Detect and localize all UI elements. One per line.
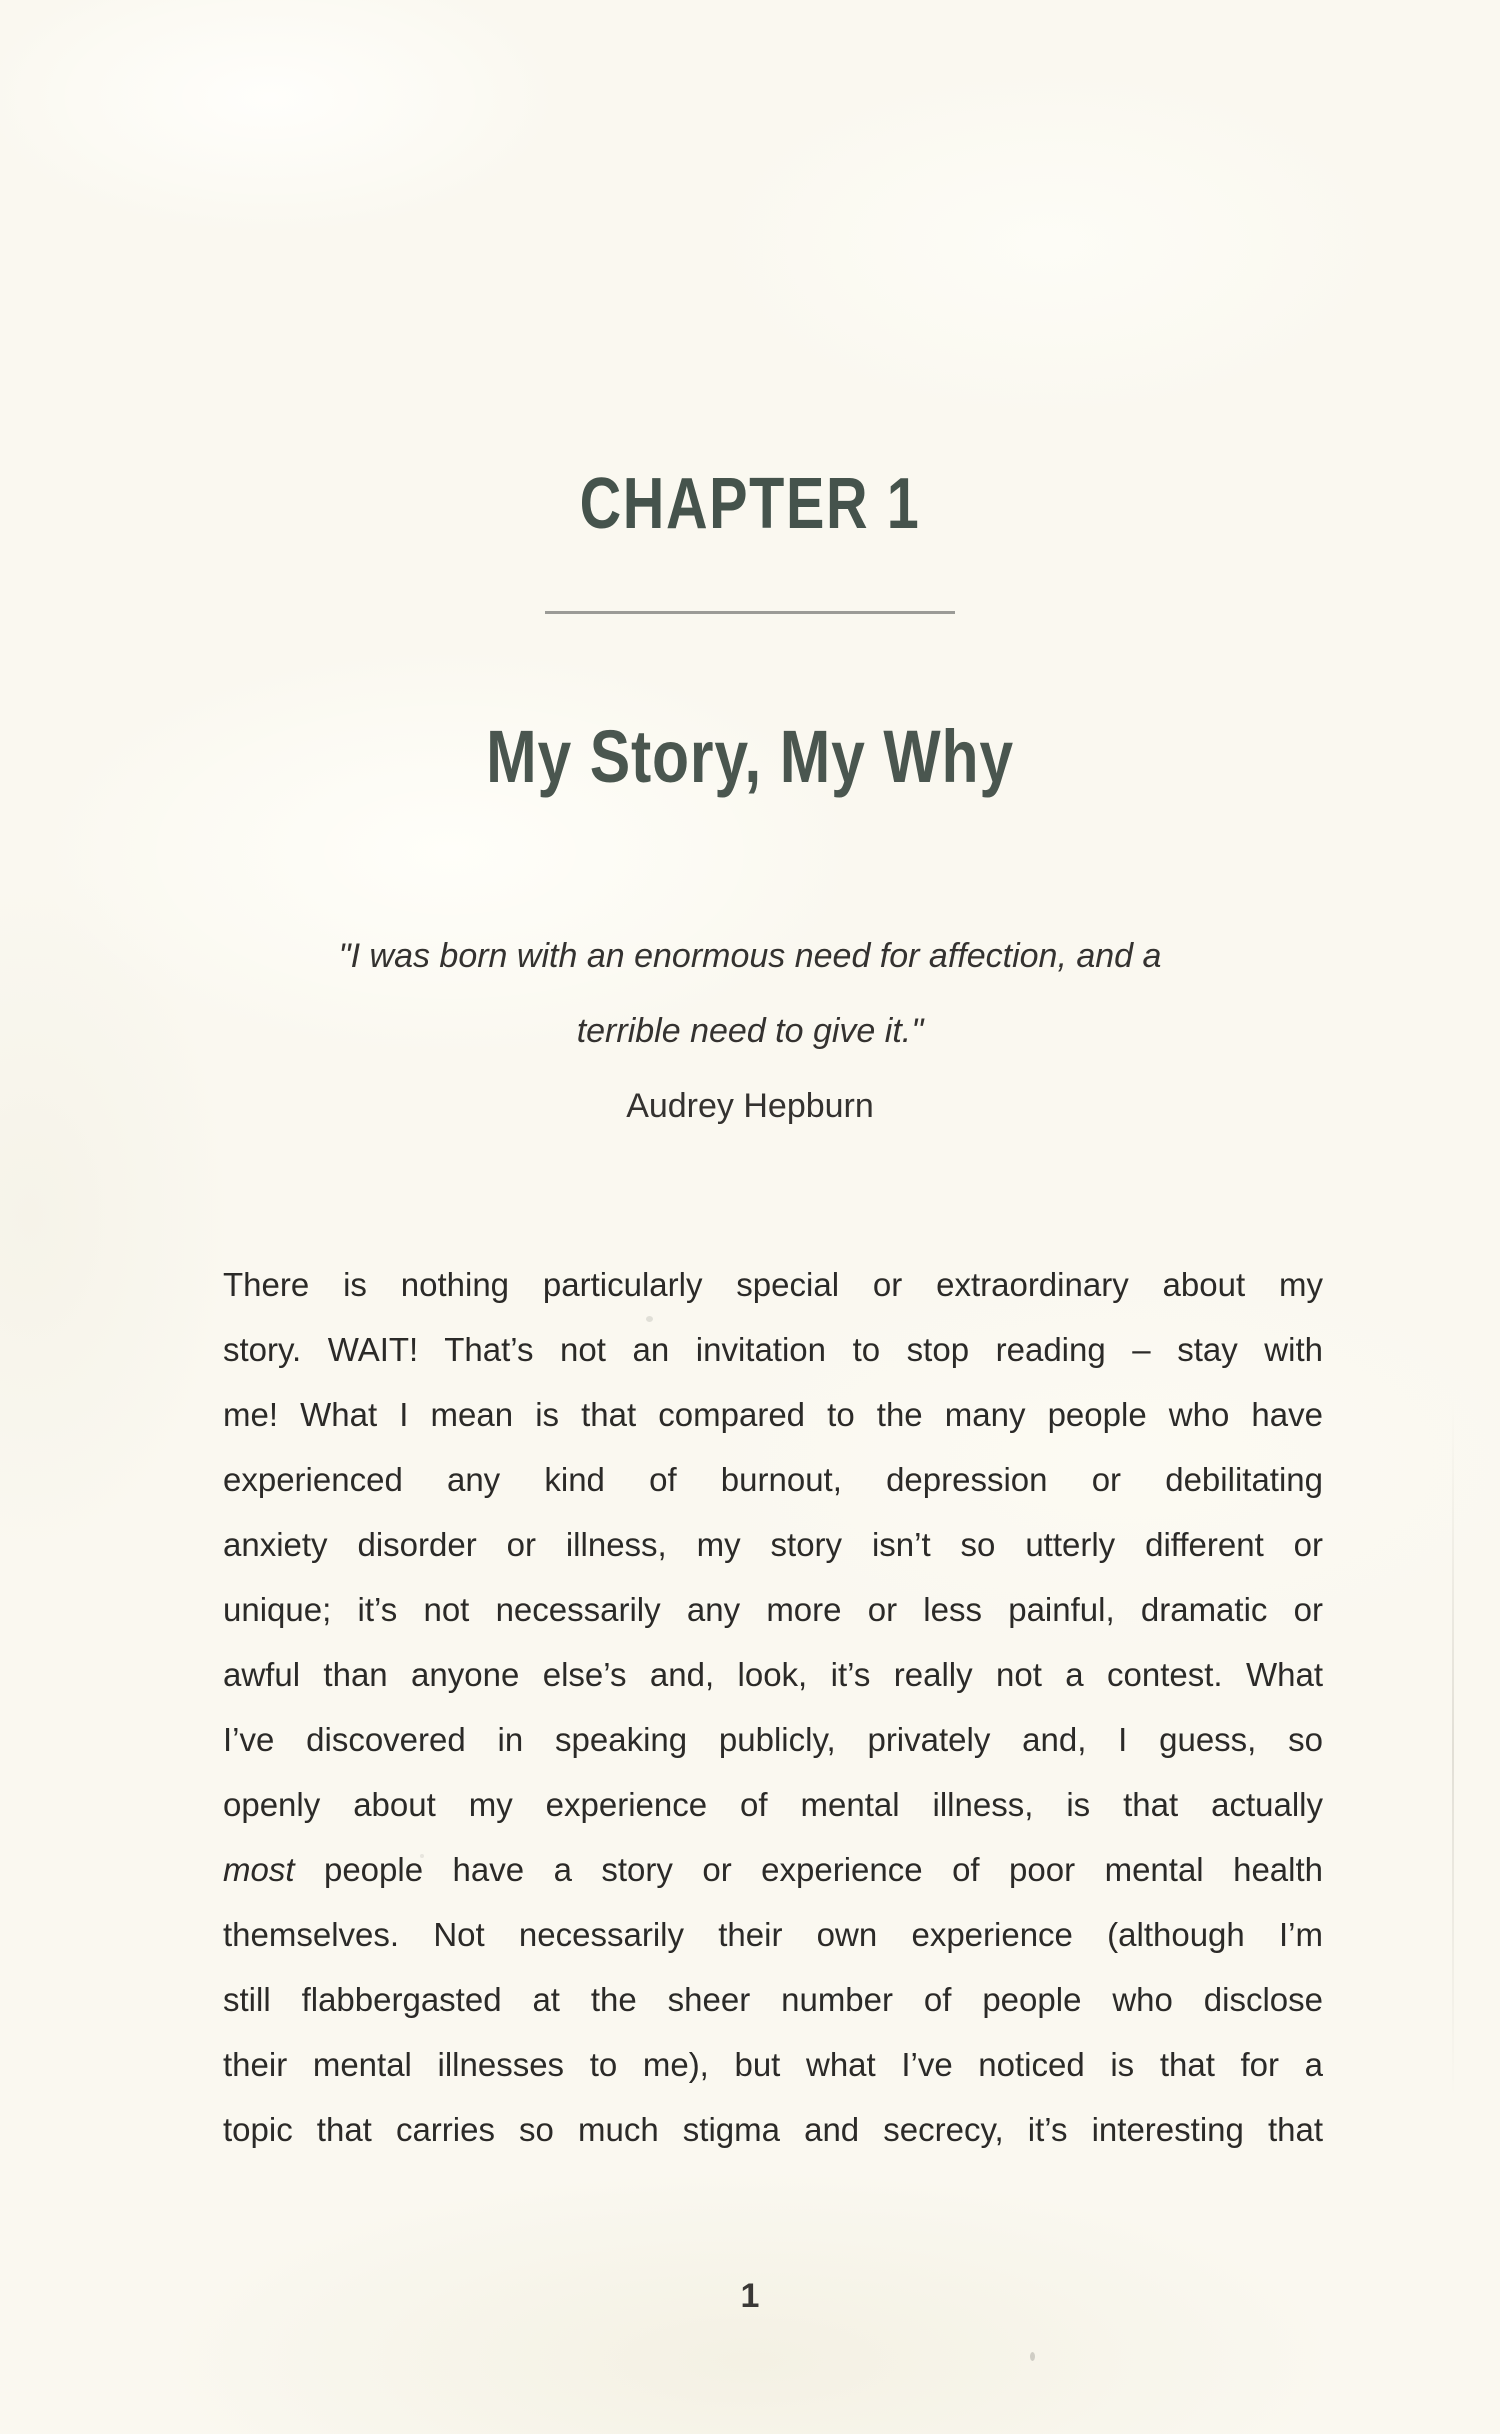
body-line-text: anxiety disorder or illness, my story isn’t so utterly different or bbox=[223, 1526, 1323, 1563]
quote-line-2: terrible need to give it." bbox=[576, 1012, 924, 1050]
page-number: 1 bbox=[740, 2277, 760, 2315]
body-line bbox=[223, 1902, 1323, 1967]
body-line bbox=[223, 1967, 1323, 2032]
body-line bbox=[223, 1837, 1323, 1902]
body-line-text: people have a story or experience of poor mental health bbox=[294, 1851, 1323, 1888]
body-line bbox=[223, 1317, 1323, 1382]
body-line-text: There is nothing particularly special or extraordinary about my bbox=[223, 1266, 1323, 1303]
body-line bbox=[223, 1447, 1323, 1512]
body-line bbox=[223, 1707, 1323, 1772]
body-line-text: their mental illnesses to me), but what I’ve noticed is that for a bbox=[223, 2046, 1323, 2083]
body-line-text: themselves. Not necessarily their own experience (although I’m bbox=[223, 1916, 1323, 1953]
body-line-text: unique; it’s not necessarily any more or less painful, dramatic or bbox=[223, 1591, 1323, 1628]
scan-speck bbox=[420, 1854, 424, 1858]
chapter-label: CHAPTER 1 bbox=[579, 464, 921, 544]
body-line-text: experienced any kind of burnout, depression or debilitating bbox=[223, 1461, 1323, 1498]
body-line bbox=[223, 1512, 1323, 1577]
body-line-text: I’ve discovered in speaking publicly, privately and, I guess, so bbox=[223, 1721, 1323, 1758]
body-line bbox=[223, 2097, 1323, 2162]
body-line bbox=[223, 1772, 1323, 1837]
body-line-italic-word: most bbox=[223, 1851, 295, 1888]
body-line-text: openly about my experience of mental illness, is that actually bbox=[223, 1786, 1323, 1823]
chapter-divider-rule bbox=[545, 611, 955, 614]
body-line-text: me! What I mean is that compared to the many people who have bbox=[223, 1396, 1323, 1433]
body-line-text: awful than anyone else’s and, look, it’s really not a contest. What bbox=[223, 1656, 1323, 1693]
body-paragraph bbox=[223, 1252, 1323, 2162]
body-line-text: story. WAIT! That’s not an invitation to stop reading – stay with bbox=[223, 1331, 1323, 1368]
scan-speck bbox=[1030, 2352, 1035, 2361]
body-line-text: topic that carries so much stigma and secrecy, it’s interesting that bbox=[223, 2111, 1323, 2148]
scan-speck bbox=[646, 1316, 653, 1322]
chapter-title: My Story, My Why bbox=[486, 715, 1014, 798]
scan-crease bbox=[1452, 1400, 1454, 2100]
body-line bbox=[223, 1382, 1323, 1447]
epigraph-quote bbox=[0, 919, 1500, 1069]
quote-attribution: Audrey Hepburn bbox=[626, 1087, 874, 1125]
body-line-text: still flabbergasted at the sheer number of people who disclose bbox=[223, 1981, 1323, 2018]
body-line bbox=[223, 1577, 1323, 1642]
body-line bbox=[223, 1252, 1323, 1317]
body-line bbox=[223, 2032, 1323, 2097]
quote-line-1: "I was born with an enormous need for affection, and a bbox=[338, 937, 1162, 975]
body-line bbox=[223, 1642, 1323, 1707]
